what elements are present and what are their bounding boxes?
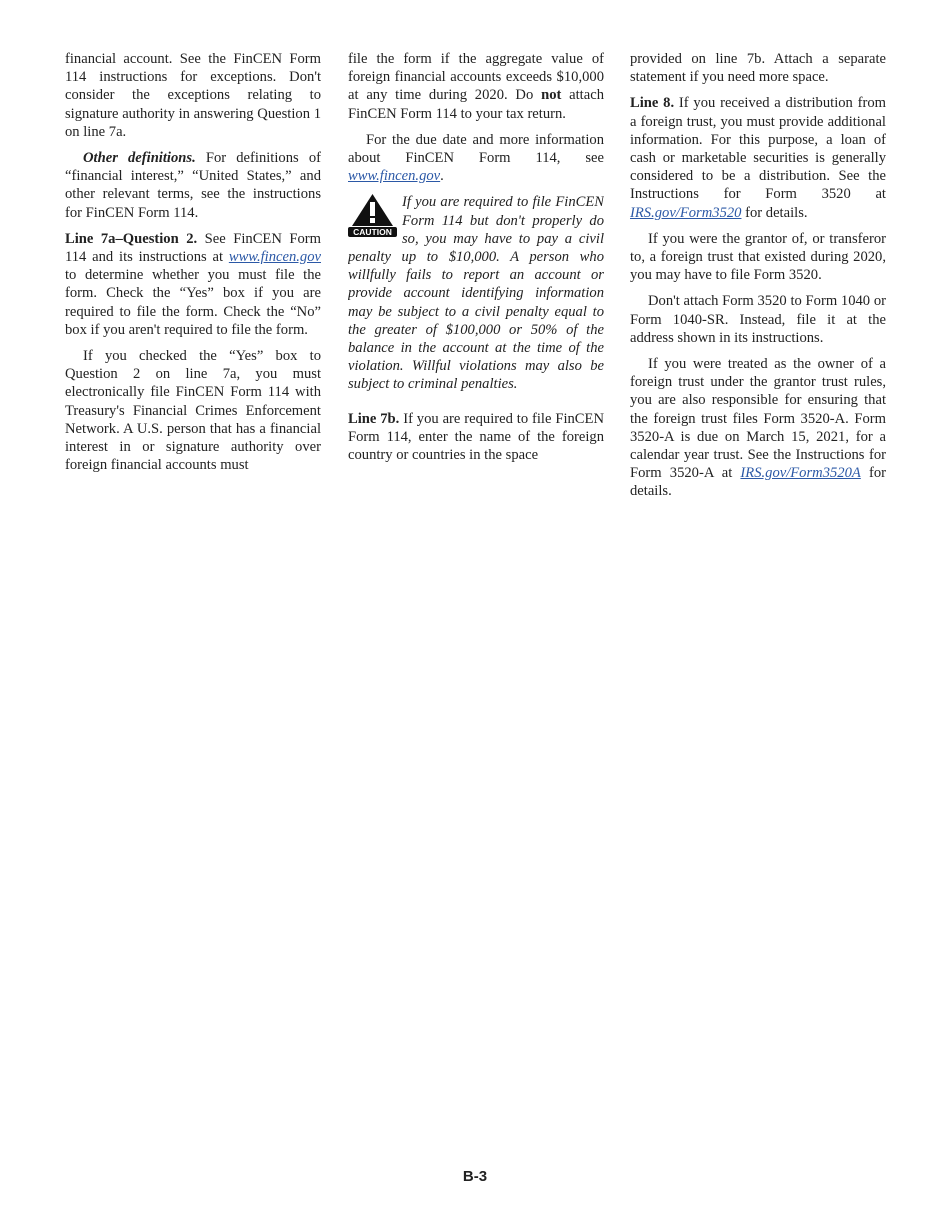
- column-left: [65, 50, 321, 482]
- paragraph-due-date: For the due date and more information about FinCEN Form 114, see www.fincen.gov.: [348, 131, 604, 185]
- column-right: [630, 50, 886, 509]
- emphasis-not: not: [541, 87, 562, 104]
- heading-line-7b: Line 7b.: [348, 410, 400, 427]
- caution-icon-label: CAUTION: [353, 227, 392, 238]
- paragraph-grantor: If you were the grantor of, or transferor to, a foreign trust that existed during 2020, you may have to file Form 3520.: [630, 230, 886, 284]
- link-form3520[interactable]: IRS.gov/Form3520: [630, 204, 742, 221]
- heading-line-8: Line 8.: [630, 95, 675, 112]
- link-form3520a[interactable]: IRS.gov/Form3520A: [740, 465, 861, 482]
- paragraph-line-7b: Line 7b. If you are required to file FinCEN Form 114, enter the name of the foreign country or countries in the space: [348, 410, 604, 464]
- heading-line-7a-question-2: Line 7a–Question 2.: [65, 230, 198, 247]
- paragraph-dont-attach: Don't attach Form 3520 to Form 1040 or Form 1040-SR. Instead, file it at the address shown in its instructions.: [630, 293, 886, 346]
- paragraph-aggregate-value: file the form if the aggregate value of foreign financial accounts exceeds $10,000 at any time during 2020. Do not attach FinCEN Form 114 to your tax return.: [348, 51, 604, 122]
- caution-icon: [348, 193, 397, 237]
- paragraph-line-7a-question-2: Line 7a–Question 2. See FinCEN Form 114 and its instructions at www.fincen.gov to determine whether you must file the form. Check the “Yes” box if you are required to file the form. Check the “No” box if you aren't required to file the form.: [65, 230, 322, 338]
- page-number: B-3: [462, 1168, 488, 1185]
- paragraph-other-definitions: Other definitions. For definitions of “financial interest,” “United States,” and other relevant terms, see the instructions for FinCEN Form 114.: [65, 150, 321, 221]
- link-fincen[interactable]: www.fincen.gov: [228, 249, 321, 266]
- paragraph-yes-box: If you checked the “Yes” box to Question 2 on line 7a, you must electronically file FinCEN Form 114 with Treasury's Financial Crimes Enforcement Network. A U.S. person that has a financial interest in or signature authority over foreign financial accounts must: [65, 348, 321, 474]
- paragraph-exceptions: financial account. See the FinCEN Form 114 instructions for exceptions. Don't consider the exceptions relating to signature authority in answering Question 1 on line 7a.: [65, 51, 321, 140]
- link-fincen[interactable]: www.fincen.gov: [348, 168, 441, 185]
- column-middle: [348, 50, 604, 472]
- paragraph-separate-statement: provided on line 7b. Attach a separate statement if you need more space.: [630, 51, 886, 86]
- heading-other-definitions: Other definitions.: [83, 150, 196, 167]
- caution-text: If you are required to file FinCEN Form 114 but don't properly do so, you may have to pay a civil penalty up to $10,000. A person who willfully fails to report an account or provide account identifying information may be subject to a civil penalty equal to the greater of $100,000 or 50% of the balance in the account at the time of the violation. Willful violations may also be subject to criminal penalties.: [348, 194, 604, 393]
- caution-note: [348, 193, 604, 393]
- paragraph-grantor-trust-owner: If you were treated as the owner of a foreign trust under the grantor trust rules, you are also responsible for ensuring that the foreign trust files Form 3520-A. Form 3520-A is due on March 15, 2021, for a calendar year trust. See the Instructions for Form 3520-A at IRS.gov/Form3520A for details.: [630, 356, 886, 500]
- paragraph-line-8: Line 8. If you received a distribution from a foreign trust, you must provide additional information. For this purpose, a loan of cash or marketable securities is generally considered to be a distribution. See the Instructions for Form 3520 at IRS.gov/Form3520 for details.: [630, 95, 887, 221]
